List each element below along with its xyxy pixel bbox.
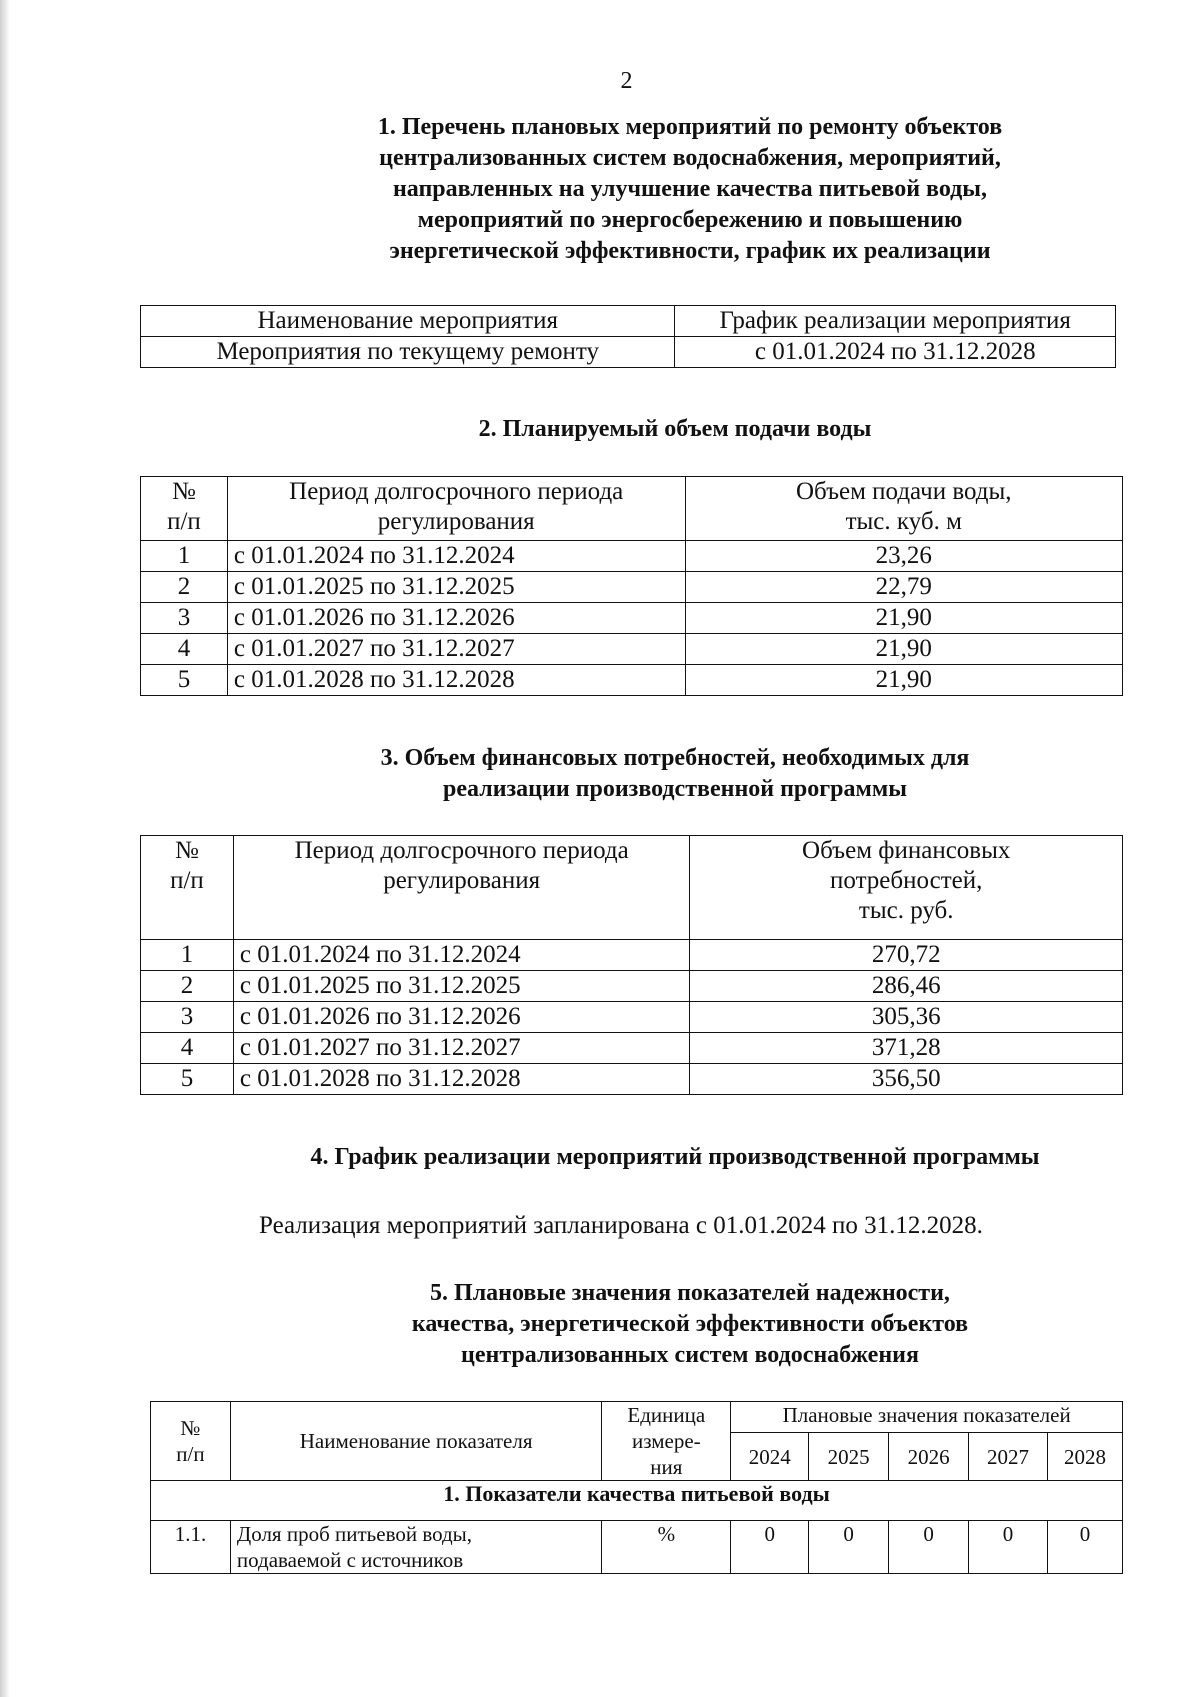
row-value-2026: 0 (889, 1521, 969, 1574)
row-financial-volume: 305,36 (690, 1002, 1123, 1033)
subsection-title: 1. Показатели качества питьевой воды (151, 1481, 1123, 1521)
header-period (233, 836, 690, 940)
header-text: Период долгосрочного периода (289, 478, 624, 505)
header-text: Период долгосрочного периода (294, 837, 629, 864)
header-year: 2025 (809, 1433, 889, 1481)
scan-edge (0, 0, 10, 1697)
header-text: Объем подачи воды, (795, 478, 1012, 505)
header-text: тыс. руб. (858, 897, 954, 924)
row-number: 1.1. (151, 1521, 231, 1574)
header-text: № (172, 478, 196, 505)
header-text: Объем финансовых (802, 837, 1011, 864)
row-number: 4 (141, 1033, 234, 1064)
table-row (141, 541, 1123, 572)
header-period (227, 477, 685, 541)
activity-schedule: с 01.01.2024 по 31.12.2028 (675, 337, 1116, 368)
water-supply-table (140, 476, 1123, 696)
header-number (151, 1402, 231, 1481)
section1-title-line: централизованных систем водоснабжения, мероприятий, (379, 145, 1001, 171)
row-financial-volume: 286,46 (690, 971, 1123, 1002)
table-row (141, 665, 1123, 696)
table-row (141, 634, 1123, 665)
row-period: с 01.01.2025 по 31.12.2025 (233, 971, 690, 1002)
header-volume (685, 477, 1123, 541)
row-financial-volume: 270,72 (690, 940, 1123, 971)
section1-title (140, 112, 1200, 267)
header-year: 2026 (889, 1433, 969, 1481)
section1-title-line: направленных на улучшение качества питьевой воды, (392, 176, 988, 202)
header-text: ния (650, 1455, 683, 1479)
section4-text: Реализация мероприятий запланирована с 01.01.2024 по 31.12.2028. (259, 1212, 983, 1239)
row-number: 2 (141, 572, 228, 603)
row-number: 4 (141, 634, 228, 665)
row-period: с 01.01.2028 по 31.12.2028 (233, 1064, 690, 1095)
header-text: № (175, 837, 199, 864)
row-number: 2 (141, 971, 234, 1002)
row-period: с 01.01.2026 по 31.12.2026 (233, 1002, 690, 1033)
header-unit (602, 1402, 731, 1481)
section1-title-line: 1. Перечень плановых мероприятий по ремонту объектов (377, 114, 1003, 140)
row-period: с 01.01.2025 по 31.12.2025 (227, 572, 685, 603)
table-row (141, 1002, 1123, 1033)
header-year: 2028 (1048, 1433, 1123, 1481)
indicators-table (150, 1401, 1123, 1574)
row-value-2024: 0 (731, 1521, 809, 1574)
header-indicator-name: Наименование показателя (230, 1402, 601, 1481)
row-value-2027: 0 (969, 1521, 1048, 1574)
table-header-row (141, 477, 1123, 541)
header-text: регулирования (377, 508, 535, 535)
section5-title (140, 1278, 1200, 1371)
row-period: с 01.01.2026 по 31.12.2026 (227, 603, 685, 634)
header-text: измере- (631, 1429, 701, 1453)
table-header-row (151, 1402, 1123, 1433)
section3-title (140, 743, 1200, 805)
row-number: 3 (141, 1002, 234, 1033)
section2-title (140, 414, 1200, 445)
row-number: 1 (141, 541, 228, 572)
activities-table (140, 305, 1116, 368)
row-value-2025: 0 (809, 1521, 889, 1574)
indicator-text: Доля проб питьевой воды, (236, 1522, 473, 1546)
section4-title (140, 1142, 1200, 1173)
row-financial-volume: 371,28 (690, 1033, 1123, 1064)
row-volume: 21,90 (685, 634, 1123, 665)
header-number (141, 477, 228, 541)
header-text: п/п (170, 867, 204, 894)
indicator-text: подаваемой с источников (236, 1548, 464, 1572)
row-volume: 23,26 (685, 541, 1123, 572)
section4-title-line: 4. График реализации мероприятий производственной программы (310, 1144, 1040, 1170)
section5-title-line: качества, энергетической эффективности объектов (411, 1311, 969, 1337)
row-period: с 01.01.2027 по 31.12.2027 (227, 634, 685, 665)
table-row (151, 1521, 1123, 1574)
row-period: с 01.01.2024 по 31.12.2024 (227, 541, 685, 572)
page-number: 2 (620, 68, 633, 94)
header-text: регулирования (383, 867, 541, 894)
header-financial-volume (690, 836, 1123, 940)
header-text: Единица (627, 1403, 706, 1427)
row-volume: 22,79 (685, 572, 1123, 603)
row-indicator-name (230, 1521, 601, 1574)
subsection-row (151, 1481, 1123, 1521)
row-number: 5 (141, 1064, 234, 1095)
header-activity-name: Наименование мероприятия (141, 306, 675, 337)
row-number: 5 (141, 665, 228, 696)
table-row (141, 1033, 1123, 1064)
row-period: с 01.01.2028 по 31.12.2028 (227, 665, 685, 696)
header-text: потребностей, (830, 867, 983, 894)
financial-needs-table (140, 835, 1123, 1095)
section5-title-line: 5. Плановые значения показателей надежности, (430, 1280, 950, 1306)
row-financial-volume: 356,50 (690, 1064, 1123, 1095)
table-header-row (141, 836, 1123, 940)
row-number: 3 (141, 603, 228, 634)
row-volume: 21,90 (685, 665, 1123, 696)
row-value-2028: 0 (1048, 1521, 1123, 1574)
header-text: п/п (167, 508, 201, 535)
table-row (141, 1064, 1123, 1095)
section5-title-line: централизованных систем водоснабжения (461, 1342, 919, 1368)
header-schedule: График реализации мероприятия (675, 306, 1116, 337)
table-row (141, 603, 1123, 634)
header-planned-values: Плановые значения показателей (731, 1402, 1123, 1433)
row-period: с 01.01.2024 по 31.12.2024 (233, 940, 690, 971)
activity-name: Мероприятия по текущему ремонту (141, 337, 675, 368)
header-text: п/п (176, 1442, 205, 1466)
table-row (141, 337, 1116, 368)
header-year: 2027 (969, 1433, 1048, 1481)
row-unit: % (602, 1521, 731, 1574)
table-row (141, 971, 1123, 1002)
row-period: с 01.01.2027 по 31.12.2027 (233, 1033, 690, 1064)
section3-title-line: 3. Объем финансовых потребностей, необходимых для (380, 745, 970, 771)
row-volume: 21,90 (685, 603, 1123, 634)
section2-title-line: 2. Планируемый объем подачи воды (478, 416, 872, 442)
row-number: 1 (141, 940, 234, 971)
header-year: 2024 (731, 1433, 809, 1481)
table-header-row (141, 306, 1116, 337)
header-text: № (180, 1416, 201, 1440)
header-text: тыс. куб. м (845, 508, 962, 535)
section1-title-line: энергетической эффективности, график их реализации (389, 238, 991, 264)
table-row (141, 572, 1123, 603)
section3-title-line: реализации производственной программы (443, 776, 907, 802)
section1-title-line: мероприятий по энергосбережению и повышению (417, 207, 963, 233)
table-row (141, 940, 1123, 971)
header-number (141, 836, 234, 940)
